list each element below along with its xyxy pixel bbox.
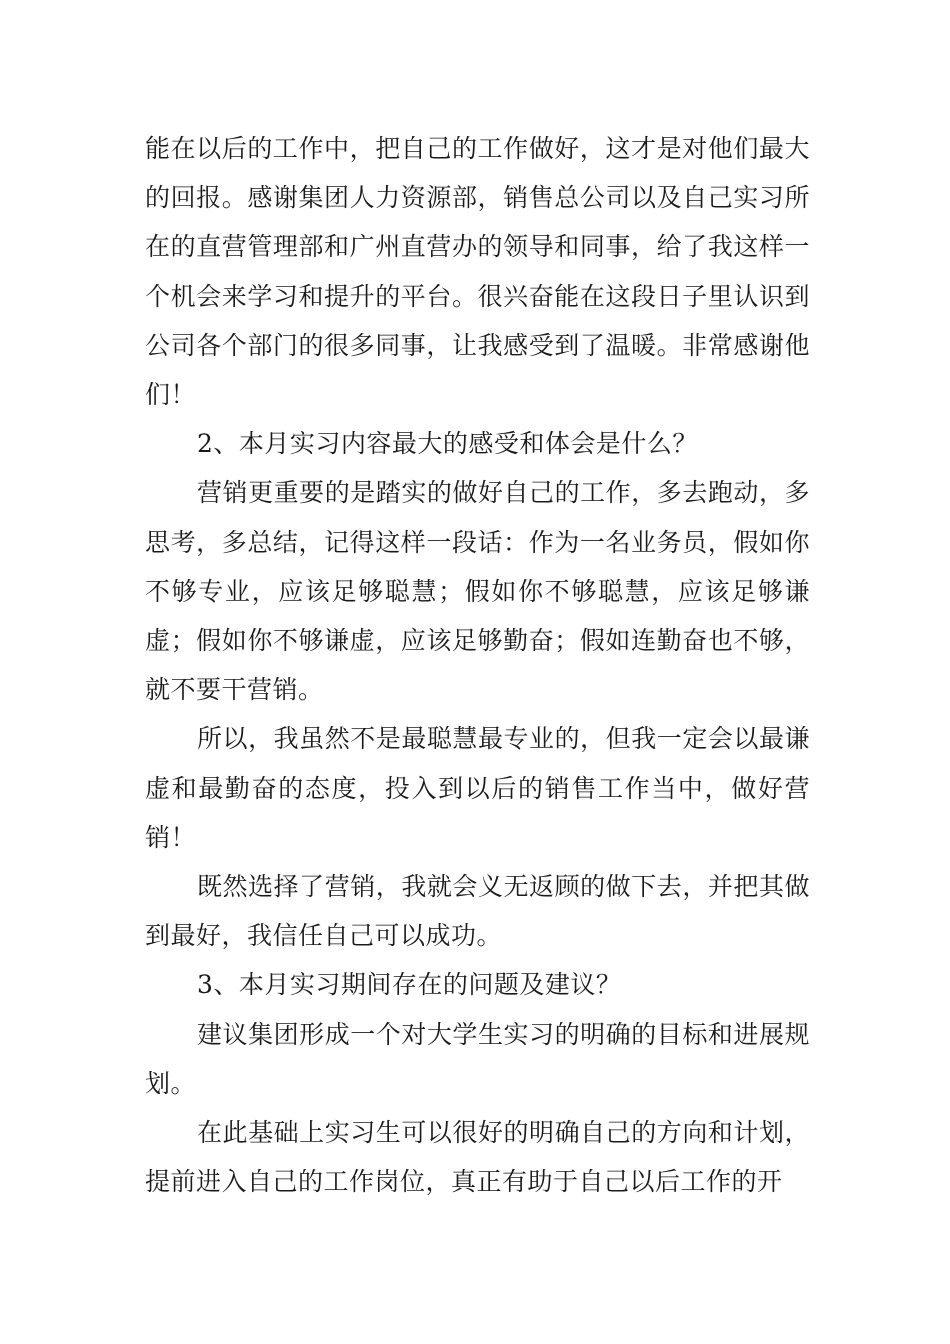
paragraph-1: 能在以后的工作中，把自己的工作做好，这才是对他们最大的回报。感谢集团人力资源部，销售总公司以及自己实习所在的直营管理部和广州直营办的领导和同事，给了我这样一个机会来学习和提升的平台。很兴奋能在这段日子里认识到公司各个部门的很多同事，让我感受到了温暖。非常感谢他们！ (145, 134, 810, 410)
paragraph-5: 既然选择了营销，我就会义无返顾的做下去，并把其做到最好，我信任自己可以成功。 (145, 872, 810, 951)
paragraph-3: 营销更重要的是踏实的做好自己的工作，多去跑动，多思考，多总结，记得这样一段话：作为一名业务员，假如你不够专业，应该足够聪慧；假如你不够聪慧，应该足够谦虚；假如你不够谦虚，应该足够勤奋；假如连勤奋也不够，就不要干营销。 (145, 478, 810, 705)
question-3-heading: 3、本月实习期间存在的问题及建议？ (197, 970, 622, 1000)
paragraph-4: 所以，我虽然不是最聪慧最专业的，但我一定会以最谦虚和最勤奋的态度，投入到以后的销售工作当中，做好营销！ (145, 724, 810, 852)
document-body (145, 124, 810, 1206)
paragraph-8: 在此基础上实习生可以很好的明确自己的方向和计划，提前进入自己的工作岗位，真正有助于自己以后工作的开 (145, 1118, 810, 1197)
paragraph-7: 建议集团形成一个对大学生实习的明确的目标和进展规划。 (145, 1019, 810, 1098)
question-2-heading: 2、本月实习内容最大的感受和体会是什么？ (197, 429, 698, 459)
